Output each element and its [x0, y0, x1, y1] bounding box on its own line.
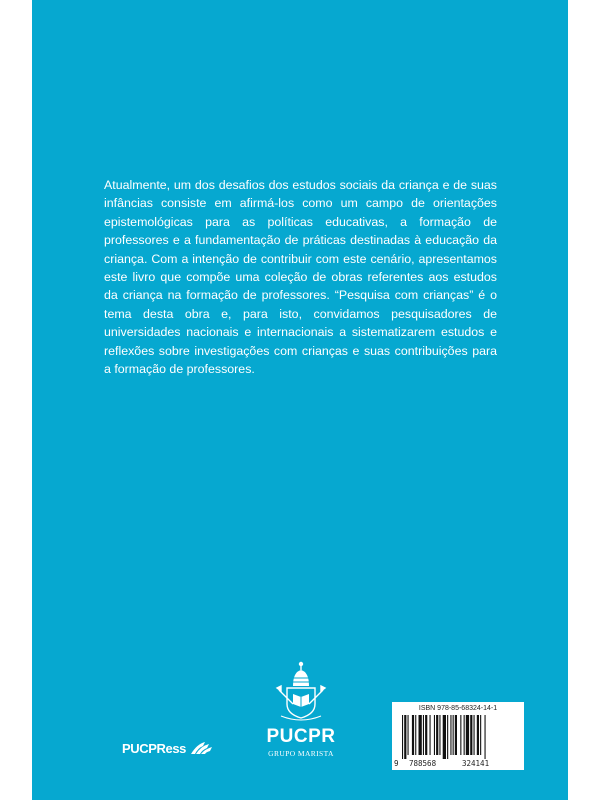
cover-blurb: Atualmente, um dos desafios dos estudos sociais da criança e de suas infâncias consiste em afirmá-los como um campo de orientações epistemológicas para as políticas educativas, a formação de professores e a fundamentação de práticas destinadas à educação da criança. Com a intenção de contribuir com este cenário, apresentamos este livro que compõe uma coleção de obras referentes aos estudos da criança na formação de professores. “Pesquisa com crianças” é o tema desta obra e, para isto, convidamos pesquisadores de universidades nacionais e internacionais a sistematizarem estudos e reflexões sobre investigações com crianças e suas contribuições para a formação de professores.	[104, 178, 497, 377]
pucpr-name: PUCPR	[266, 726, 336, 747]
barcode-digits-right: 324141	[462, 759, 490, 768]
barcode-bars	[402, 715, 514, 759]
isbn-barcode	[392, 702, 524, 770]
book-back-cover	[32, 0, 568, 800]
pucpr-logo	[262, 660, 340, 758]
isbn-label: ISBN 978-85-68324-14-1	[418, 705, 498, 712]
cover-footer	[32, 0, 568, 800]
pucpr-group: GRUPO MARISTA	[268, 749, 334, 758]
barcode-digits-mid: 788568	[409, 759, 437, 768]
papal-crest-icon	[262, 660, 340, 724]
barcode-digit-left: 9	[394, 759, 399, 768]
book-pages-icon	[189, 740, 213, 756]
pucpress-logo	[122, 740, 213, 756]
pucpress-logo-text: PUCPRess	[122, 740, 186, 756]
